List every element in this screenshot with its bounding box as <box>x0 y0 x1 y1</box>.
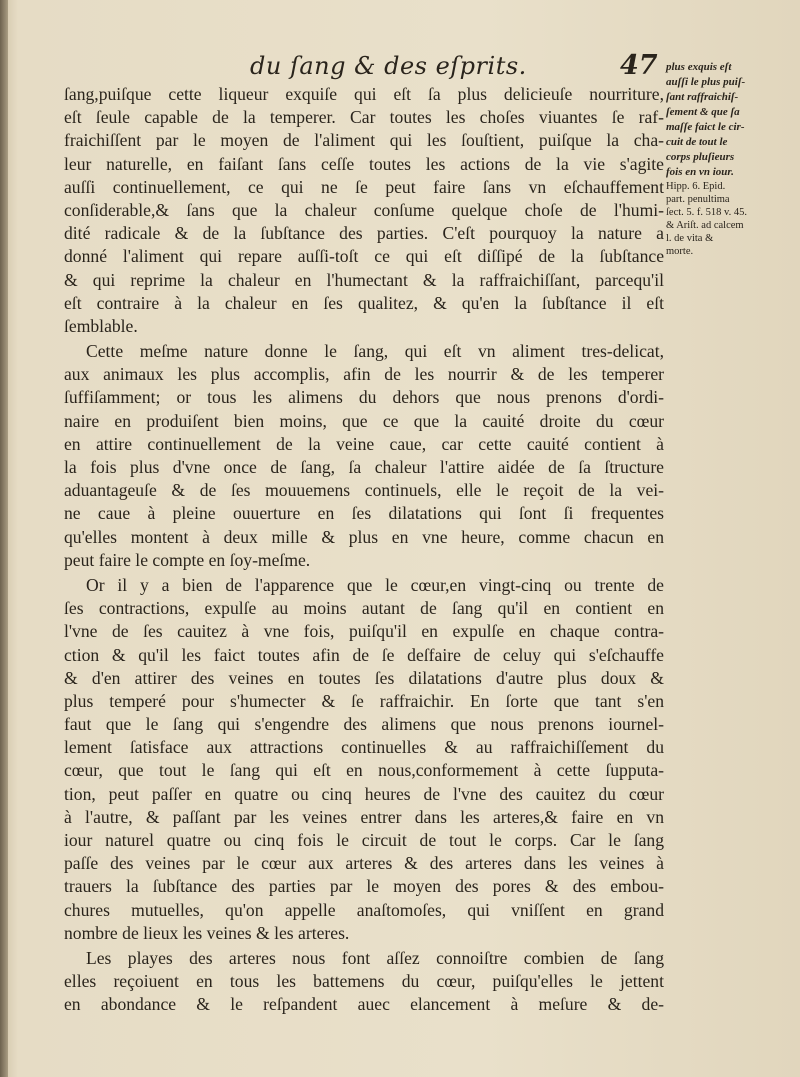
text-line: & d'en attirer des veines en toutes ſes dilatations d'autre plus doux & <box>64 667 664 688</box>
text-line: eſt contraire à la chaleur en ſes qualitez, & qu'en la ſubſtance il eſt <box>64 292 664 313</box>
margin-notes <box>666 60 796 258</box>
text-line: qu'elles montent à deux mille & plus en vne heure, comme chacun en <box>64 526 664 547</box>
margin-reference-line: part. penultima <box>666 194 730 205</box>
margin-note-line: maſſe faict le cir- <box>666 121 745 133</box>
text-line: paſſe des veines par le cœur aux arteres & des arteres dans les veines à <box>64 853 664 874</box>
page-number: 47 <box>620 50 658 81</box>
text-line: ne caue à pleine ouuerture en ſes dilatations qui ſont ſi frequentes <box>64 503 664 524</box>
margin-reference-line: morte. <box>666 246 694 257</box>
text-line: chures mutuelles, qu'on appelle anaſtomoſes, qui vniſſent en grand <box>64 899 664 920</box>
text-line: cœur, que tout le ſang qui eſt en nous,conformement à cette ſupputa- <box>64 760 664 781</box>
text-line: leur naturelle, en faiſant ſans ceſſe toutes les actions de la vie s'agite <box>64 153 664 174</box>
text-line: ſes contractions, expulſe au moins autant de ſang qu'il en contient en <box>64 598 664 619</box>
text-line: lement ſatisface aux attractions continuelles & au raffraichiſſement du <box>64 737 664 758</box>
main-text-block <box>64 83 664 1017</box>
margin-reference-line: Hipp. 6. Epid. <box>666 181 726 192</box>
binding-gutter <box>0 0 8 1077</box>
margin-reference-line: & Ariſt. ad calcem <box>666 220 744 231</box>
text-line: faut que le ſang qui s'engendre des alimens que nous prenons iournel- <box>64 714 664 735</box>
text-line: aux animaux les plus accomplis, afin de les nourrir & de les temperer <box>64 364 664 385</box>
text-line: nombre de lieux les veines & les arteres. <box>64 922 350 943</box>
text-line: ſang,puiſque cette liqueur exquiſe qui eſt ſa plus delicieuſe nourriture, <box>64 84 664 104</box>
text-line: elles reçoiuent en tous les battemens du cœur, puiſqu'elles le jettent <box>64 971 664 992</box>
text-line: eſt ſeule capable de la temperer. Car toutes les choſes viuantes ſe raf- <box>64 107 664 128</box>
margin-note-line: cuit de tout le <box>666 136 728 148</box>
text-line: iour naturel quatre ou cinq fois le circuit de tout le corps. Car le ſang <box>64 830 664 850</box>
text-line: auſſi continuellement, ce qui ne ſe peut faire ſans vn eſchauffement <box>64 176 664 197</box>
text-line: plus temperé pour s'humecter & ſe raffraichir. En ſorte que tant s'en <box>64 690 664 711</box>
text-line: peut faire le compte en ſoy-meſme. <box>64 549 311 570</box>
text-line: conſiderable,& ſans que la chaleur conſume quelque choſe de l'humi- <box>64 199 664 220</box>
text-line: en abondance & le reſpandent auec elancement à meſure & de- <box>64 994 664 1015</box>
margin-note-line: ſant raffraichiſ- <box>666 91 739 103</box>
running-head: du ſang & des eſprits. <box>250 52 527 80</box>
margin-note-line: ſement & que ſa <box>666 106 740 118</box>
margin-reference-line: l. de vita & <box>666 233 714 244</box>
text-line: en attire continuellement de la veine caue, car cette cauité contient à <box>64 433 664 454</box>
text-line: ction & qu'il les faict toutes afin de ſe deſfaire de celuy qui s'eſchauffe <box>64 644 664 665</box>
text-line: & qui reprime la chaleur en l'humectant & la raffraichiſſant, parcequ'il <box>64 269 664 290</box>
text-line: aduantageuſe & de ſes mouuemens continuels, elle le reçoit de la vei- <box>64 480 664 501</box>
text-line: trauers la ſubſtance des parties par le moyen des pores & des embou- <box>64 876 664 897</box>
margin-note-line: corps pluſieurs <box>666 151 735 163</box>
text-line: Les playes des arteres nous font aſſez connoiſtre combien de ſang <box>86 947 664 968</box>
margin-note-line: fois en vn iour. <box>666 166 734 178</box>
margin-note-line: plus exquis eſt <box>666 61 732 73</box>
text-line: tion, peut paſſer en quatre ou cinq heures de l'vne des cauitez du cœur <box>64 783 664 804</box>
text-line: l'vne de ſes cauitez à vne fois, puiſqu'il en expulſe en chaque contra- <box>64 621 664 642</box>
text-line: dité radicale & de la ſubſtance des parties. C'eſt pourquoy la nature a <box>64 223 664 244</box>
text-line: naire en produiſent bien moins, que ce que la cauité droite du cœur <box>64 410 664 431</box>
text-line: Or il y a bien de l'apparence que le cœur,en vingt-cinq ou trente de <box>86 574 664 595</box>
text-line: ſuffiſamment; or tous les alimens du dehors que nous prenons d'ordi- <box>64 387 664 408</box>
text-line: fraichiſſent par le moyen de l'aliment qui les ſouſtient, puiſque la cha- <box>64 130 664 151</box>
text-line: ſemblable. <box>64 315 138 336</box>
margin-reference-line: ſect. 5. f. 518 v. 45. <box>666 207 747 218</box>
text-line: Cette meſme nature donne le ſang, qui eſt vn aliment tres-delicat, <box>86 341 664 362</box>
margin-note-line: auſſi le plus puiſ- <box>666 76 746 88</box>
text-line: donné l'aliment qui repare auſſi-toſt ce qui eſt diſſipé de la ſubſtance <box>64 246 664 267</box>
text-line: la fois plus d'vne once de ſang, ſa chaleur l'attire aidée de ſa ſtructure <box>64 457 664 477</box>
text-line: à l'autre, & paſſant par les veines entrer dans les arteres,& faire en vn <box>64 806 664 827</box>
